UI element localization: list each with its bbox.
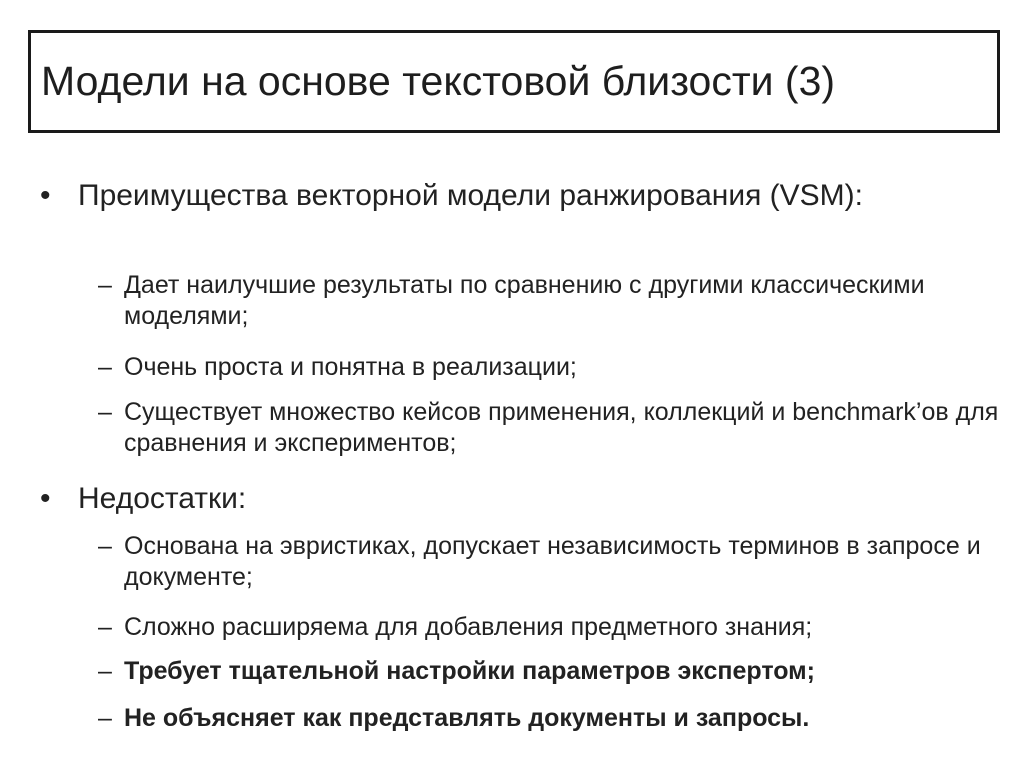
dash-icon: – xyxy=(98,613,112,641)
bullet-icon: • xyxy=(40,482,51,515)
sub-item-advantage-3-text: Существует множество кейсов применения, коллекций и benchmark’ов для сравнения и экспериментов; xyxy=(124,398,999,457)
dash-icon: – xyxy=(98,398,112,426)
sub-item-disadvantage-1 xyxy=(98,531,1004,593)
dash-icon: – xyxy=(98,657,112,685)
sub-item-disadvantage-2-text: Сложно расширяема для добавления предметного знания; xyxy=(124,613,813,641)
sub-item-disadvantage-2 xyxy=(98,612,1004,643)
bullet-icon: • xyxy=(40,179,51,212)
bullet-disadvantages-text: Недостатки: xyxy=(78,482,247,515)
sub-item-advantage-2 xyxy=(98,352,1004,383)
sub-item-disadvantage-4 xyxy=(98,703,1004,734)
sub-item-advantage-3 xyxy=(98,397,1004,459)
dash-icon: – xyxy=(98,532,112,560)
sub-item-advantage-1 xyxy=(98,270,1004,332)
sub-item-disadvantage-4-text: Не объясняет как представлять документы и запросы. xyxy=(124,704,810,732)
sub-item-advantage-1-text: Дает наилучшие результаты по сравнению с другими классическими моделями; xyxy=(124,271,925,330)
sub-item-disadvantage-3 xyxy=(98,656,1004,687)
bullet-advantages-text: Преимущества векторной модели ранжирования (VSM): xyxy=(78,179,863,212)
sub-item-disadvantage-1-text: Основана на эвристиках, допускает независимость терминов в запросе и документе; xyxy=(124,532,981,591)
bullet-advantages xyxy=(40,178,938,214)
slide-title: Модели на основе текстовой близости (3) xyxy=(41,58,836,104)
sub-item-disadvantage-3-text: Требует тщательной настройки параметров экспертом; xyxy=(124,657,815,685)
sub-item-advantage-2-text: Очень проста и понятна в реализации; xyxy=(124,353,577,381)
bullet-disadvantages xyxy=(40,481,938,517)
dash-icon: – xyxy=(98,271,112,299)
dash-icon: – xyxy=(98,353,112,381)
dash-icon: – xyxy=(98,704,112,732)
